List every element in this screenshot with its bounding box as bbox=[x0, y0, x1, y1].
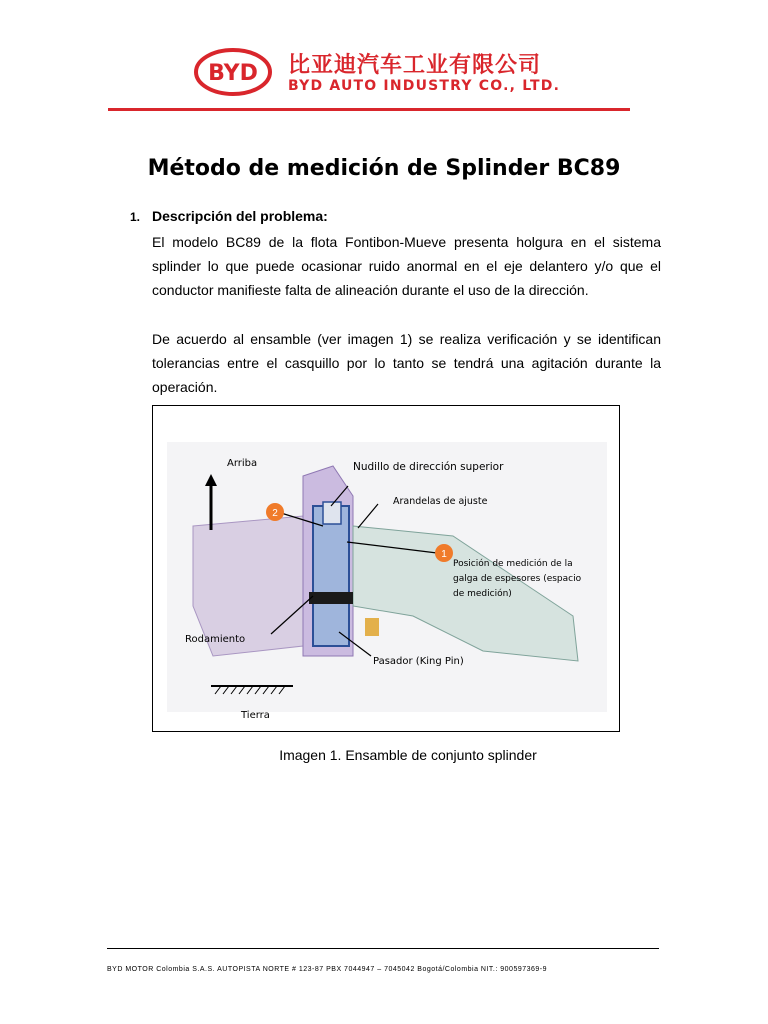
label-measure: Posición de medición de la galga de espesores (espacio de medición) bbox=[453, 559, 582, 599]
marker-1-label: 1 bbox=[441, 549, 447, 560]
assembly-figure bbox=[152, 405, 620, 732]
document-title: Método de medición de Splinder BC89 bbox=[147, 156, 621, 181]
label-bearing: Rodamiento bbox=[185, 634, 246, 645]
splinder-diagram bbox=[153, 406, 619, 731]
figure-caption: Imagen 1. Ensamble de conjunto splinder bbox=[279, 747, 537, 763]
footer-address: BYD MOTOR Colombia S.A.S. AUTOPISTA NORTE # 123-87 PBX 7044947 – 7045042 Bogotá/Colombia NIT.: 900597369-9 bbox=[107, 966, 548, 973]
byd-logo bbox=[194, 47, 272, 97]
paragraph-verification: De acuerdo al ensamble (ver imagen 1) se realiza verificación y se identifican tolerancias entre el casquillo por lo tanto se tendrá una agitación durante la operación. bbox=[152, 331, 661, 395]
label-washers: Arandelas de ajuste bbox=[393, 496, 488, 507]
section-heading bbox=[130, 208, 328, 224]
header-divider bbox=[108, 108, 630, 111]
company-name-chinese: 比亚迪汽车工业有限公司 bbox=[288, 53, 542, 78]
byd-logo-text: BYD bbox=[208, 61, 258, 86]
label-up: Arriba bbox=[227, 458, 258, 469]
footer-divider bbox=[107, 948, 659, 949]
paragraph-problem: El modelo BC89 de la flota Fontibon-Mueve presenta holgura en el sistema splinder lo que puede ocasionar ruido anormal en el eje delantero y/o que el conductor manifieste falta de alineación durante el uso de la dirección. bbox=[152, 234, 661, 298]
label-ground: Tierra bbox=[241, 710, 270, 721]
label-knuckle: Nudillo de dirección superior bbox=[353, 461, 504, 473]
letterhead bbox=[108, 40, 628, 112]
marker-2-label: 2 bbox=[272, 508, 278, 519]
section-number: 1. bbox=[130, 210, 141, 224]
label-pin: Pasador (King Pin) bbox=[373, 656, 464, 667]
company-name-english: BYD AUTO INDUSTRY CO., LTD. bbox=[288, 78, 561, 94]
section-title: Descripción del problema: bbox=[152, 208, 328, 224]
